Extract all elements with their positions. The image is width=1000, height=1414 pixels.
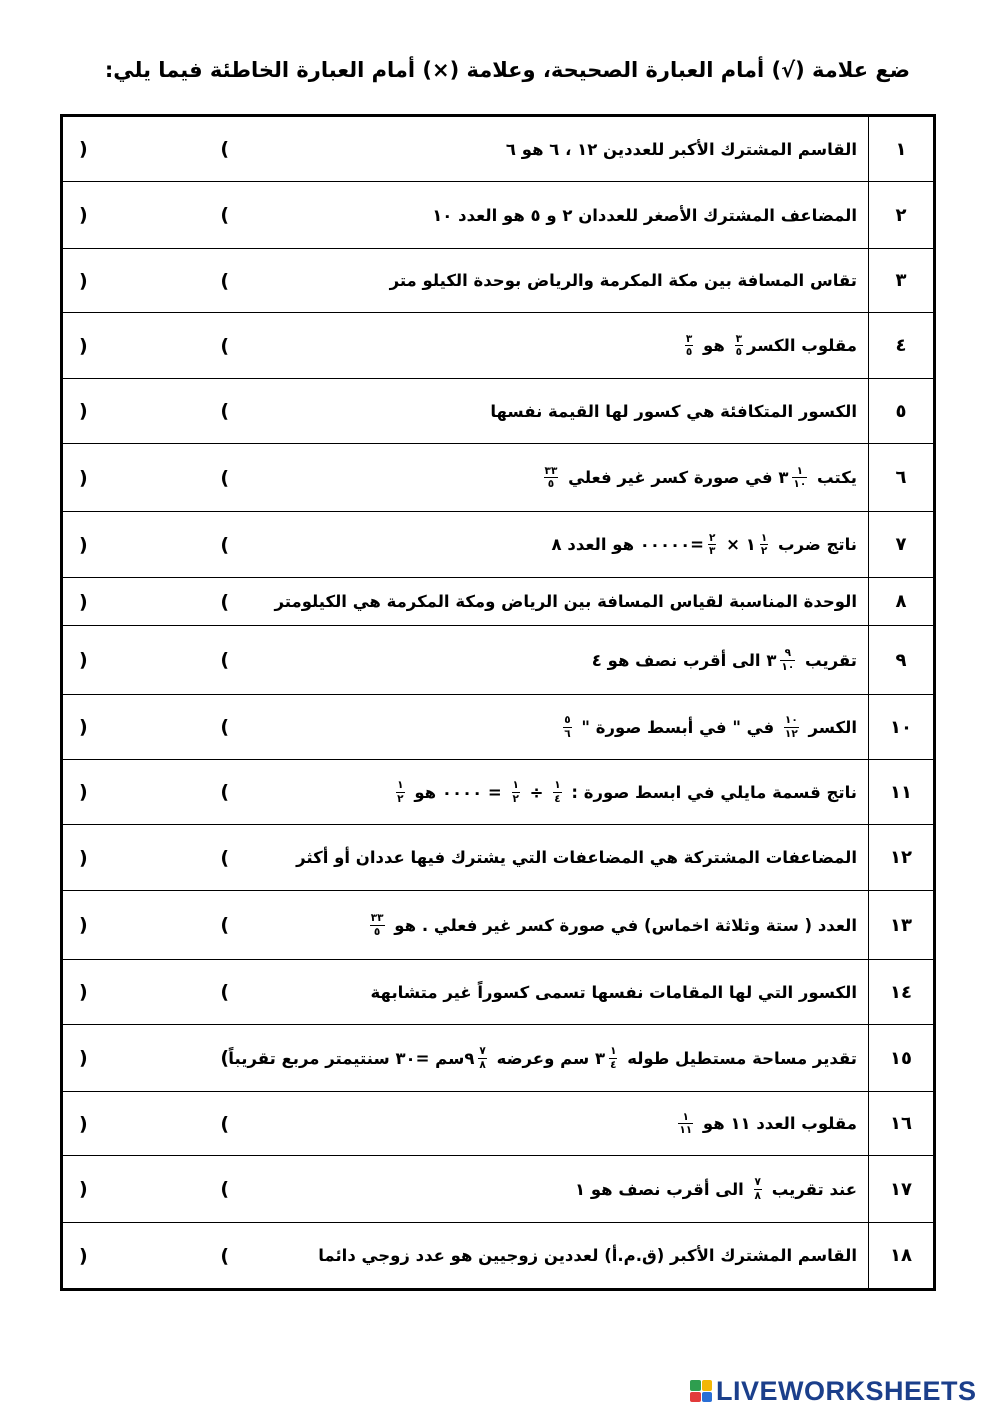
statement-segment: ناتج ضرب: [772, 535, 857, 554]
answer-paren-close: ): [79, 533, 88, 556]
statement-segment: الكسور المتكافئة هي كسور لها القيمة نفسها: [490, 401, 857, 421]
statement-segment: الى أقرب نصف هو ١: [575, 1179, 750, 1199]
answer-box[interactable]: [79, 578, 229, 625]
table-row: [63, 249, 933, 313]
fraction-denominator: ٤: [554, 792, 561, 805]
statement-segment: ١ ×: [720, 535, 756, 554]
statement-text: [237, 760, 857, 824]
answer-paren-close: ): [79, 466, 88, 489]
statement-segment: مقلوب العدد ١١ هو: [697, 1114, 857, 1133]
answer-paren-close: ): [79, 716, 88, 738]
answer-paren-close: ): [79, 914, 88, 936]
fraction-numerator: ٩: [784, 647, 792, 659]
answer-box[interactable]: [79, 249, 229, 312]
answer-paren-open: (: [220, 981, 229, 1003]
answer-paren-close: ): [79, 649, 88, 671]
fraction-numerator: ١: [760, 531, 768, 544]
answer-box[interactable]: [79, 313, 229, 378]
statement-text: [237, 379, 857, 443]
table-row: [63, 760, 933, 825]
fraction-denominator: ١٢: [784, 727, 798, 740]
answer-paren-close: ): [79, 1112, 88, 1135]
statement-segment: = ٠٠٠٠ هو: [408, 782, 508, 802]
answer-paren-open: (: [220, 781, 229, 803]
fraction-numerator: ٧: [479, 1045, 486, 1057]
fraction-numerator: ١: [554, 779, 561, 791]
fraction-numerator: ١٠: [784, 714, 798, 726]
statement-text: [237, 960, 857, 1024]
answer-paren-close: ): [79, 846, 88, 869]
logo-square: [702, 1380, 713, 1391]
fraction-denominator: ١٠: [793, 478, 807, 490]
table-row: [63, 960, 933, 1025]
table-row: [63, 313, 933, 379]
answer-box[interactable]: [79, 1223, 229, 1288]
statement-text: [237, 578, 857, 625]
answer-paren-close: ): [79, 1178, 88, 1200]
fraction: [678, 1112, 693, 1136]
answer-paren-open: (: [220, 334, 229, 357]
answer-paren-open: (: [220, 204, 229, 226]
row-number: ١٥: [868, 1025, 933, 1091]
fraction-denominator: ٢: [512, 792, 519, 805]
liveworksheets-logo[interactable]: [690, 1375, 977, 1407]
answer-box[interactable]: [79, 117, 229, 181]
row-number: ١٠: [868, 695, 933, 759]
answer-paren-close: ): [79, 590, 88, 613]
logo-square: [690, 1380, 701, 1391]
fraction: [370, 913, 385, 937]
row-number: ٢: [868, 182, 933, 248]
answer-paren-open: (: [220, 846, 229, 869]
fraction-denominator: ٥: [735, 346, 742, 358]
logo-square: [702, 1392, 713, 1403]
answer-paren-open: (: [220, 1112, 229, 1135]
fraction-numerator: ٥: [564, 714, 571, 726]
fraction: [760, 533, 768, 557]
statement-segment: الوحدة المناسبة لقياس المسافة بين الرياض ومكة المكرمة هي الكيلومتر: [274, 592, 857, 611]
statement-segment: هو: [697, 336, 731, 355]
fraction: [792, 466, 807, 490]
row-number: ١١: [868, 760, 933, 824]
statement-text: [228, 1025, 857, 1091]
answer-paren-open: (: [220, 590, 229, 613]
statement-segment: يكتب: [811, 468, 857, 487]
answer-paren-open: (: [220, 1178, 229, 1200]
fraction: [780, 648, 795, 672]
answer-paren-open: (: [220, 533, 229, 556]
statement-segment: العدد ( ستة وثلاثة اخماس) في صورة كسر غير فعلي . هو: [388, 915, 857, 935]
statement-segment: القاسم المشترك الأكبر (ق.م.أ) لعددين زوجيين هو عدد زوجي دائما: [318, 1246, 857, 1265]
answer-paren-open: (: [220, 269, 229, 292]
statement-text: [237, 313, 857, 378]
statement-segment: ÷: [523, 782, 550, 802]
answer-paren-open: (: [220, 1047, 229, 1069]
statement-segment: ناتج قسمة مايلي في ابسط صورة :: [565, 782, 857, 802]
statement-text: [237, 182, 857, 248]
fraction: [544, 466, 559, 490]
statement-segment: الكسور التي لها المقامات نفسها تسمى كسوراً غير متشابهة: [370, 982, 857, 1002]
statement-text: [237, 249, 857, 312]
answer-paren-close: ): [79, 1047, 88, 1069]
fraction-denominator: ٢: [760, 545, 768, 557]
statement-segment: =٠٠٠٠٠ هو العدد ٨: [551, 535, 704, 554]
row-number: ١٦: [868, 1092, 933, 1155]
statement-segment: في " في أبسط صورة ": [575, 717, 780, 737]
answer-paren-close: ): [79, 269, 88, 292]
fraction: [708, 533, 716, 557]
row-number: ٣: [868, 249, 933, 312]
fraction-denominator: ٢: [397, 792, 404, 805]
answer-box[interactable]: [79, 444, 229, 511]
answer-box[interactable]: [79, 760, 229, 824]
answer-box[interactable]: [79, 182, 229, 248]
table-row: [63, 512, 933, 578]
statement-segment: المضاعف المشترك الأصغر للعددان ٢ و ٥ هو العدد ١٠: [432, 205, 857, 225]
answer-paren-close: ): [79, 204, 88, 226]
answer-box[interactable]: [79, 960, 229, 1024]
fraction-numerator: ١: [682, 1110, 689, 1123]
statement-segment: تقاس المسافة بين مكة المكرمة والرياض بوحدة الكيلو متر: [389, 271, 857, 290]
fraction-numerator: ٣: [685, 332, 693, 345]
table-row: [63, 1092, 933, 1156]
table-row: [63, 891, 933, 960]
statement-segment: المضاعفات المشتركة هي المضاعفات التي يشترك فيها عددان أو أكثر: [296, 848, 857, 867]
fraction: [478, 1046, 486, 1070]
table-row: [63, 117, 933, 182]
fraction-denominator: ٥: [373, 925, 381, 938]
table-row: [63, 695, 933, 760]
answer-paren-close: ): [79, 334, 88, 357]
answer-paren-close: ): [79, 781, 88, 803]
row-number: ١٨: [868, 1223, 933, 1288]
table-row: [63, 1156, 933, 1223]
answer-paren-open: (: [220, 716, 229, 738]
table-row: [63, 825, 933, 891]
row-number: ١٣: [868, 891, 933, 959]
fraction-numerator: ١: [610, 1045, 617, 1057]
answer-box[interactable]: [79, 825, 229, 890]
answer-paren-open: (: [220, 400, 229, 422]
fraction-denominator: ١١: [679, 1124, 693, 1136]
answer-box[interactable]: [79, 1092, 229, 1155]
table-row: [63, 182, 933, 249]
fraction: [685, 334, 693, 358]
instruction-heading: ضع علامة (√) أمام العبارة الصحيحة، وعلامة (×) أمام العبارة الخاطئة فيما يلي:: [104, 58, 910, 82]
fraction-denominator: ٣: [708, 545, 716, 557]
statement-text: [237, 626, 857, 694]
statement-text: [237, 891, 857, 959]
statement-segment: ٣ سم وعرضه: [490, 1048, 606, 1068]
row-number: ١٤: [868, 960, 933, 1024]
row-number: ١٢: [868, 825, 933, 890]
statement-segment: القاسم المشترك الأكبر للعددين ١٢ ، ٦ هو ٦: [505, 139, 857, 159]
answer-paren-open: (: [220, 649, 229, 671]
statement-text: [237, 1092, 857, 1155]
fraction: [754, 1177, 762, 1201]
answer-paren-close: ): [79, 981, 88, 1003]
statement-segment: الكسر: [802, 717, 857, 737]
answer-box[interactable]: [79, 512, 229, 577]
answer-paren-open: (: [220, 466, 229, 489]
table-row: [63, 578, 933, 626]
statement-segment: ٣ الى أقرب نصف هو ٤: [591, 650, 777, 670]
statement-text: [237, 825, 857, 890]
statement-segment: عند تقريب: [765, 1179, 857, 1199]
fraction-numerator: ١: [397, 779, 404, 791]
logo-text: LIVEWORKSHEETS: [716, 1375, 977, 1406]
fraction-numerator: ٣٣: [370, 912, 384, 924]
statement-segment: تقدير مساحة مستطيل طوله: [621, 1048, 857, 1068]
statement-text: [237, 117, 857, 181]
answer-box[interactable]: [79, 379, 229, 443]
row-number: ٧: [868, 512, 933, 577]
fraction-numerator: ١: [796, 464, 804, 477]
statement-text: [237, 695, 857, 759]
true-false-table: [60, 114, 936, 1291]
fraction-numerator: ٧: [754, 1176, 761, 1188]
statement-text: [237, 444, 857, 511]
statement-text: [237, 1156, 857, 1222]
fraction-denominator: ٨: [479, 1058, 486, 1071]
row-number: ٤: [868, 313, 933, 378]
row-number: ٨: [868, 578, 933, 625]
answer-box[interactable]: [79, 695, 229, 759]
statement-text: [237, 512, 857, 577]
table-row: [63, 379, 933, 444]
row-number: ٩: [868, 626, 933, 694]
answer-paren-close: ): [79, 138, 88, 160]
row-number: ١: [868, 117, 933, 181]
fraction-denominator: ١٠: [781, 660, 795, 673]
logo-square: [690, 1392, 701, 1403]
logo-squares-icon: [690, 1380, 712, 1402]
answer-box[interactable]: [79, 891, 229, 959]
fraction: [784, 715, 799, 739]
fraction-numerator: ١: [512, 779, 519, 791]
fraction: [609, 1046, 617, 1070]
statement-segment: ٣ في صورة كسر غير فعلي: [562, 468, 789, 487]
fraction: [396, 780, 404, 804]
fraction: [735, 334, 743, 358]
fraction-numerator: ٢: [708, 531, 716, 544]
table-row: [63, 1223, 933, 1288]
fraction: [563, 715, 571, 739]
fraction-denominator: ٦: [564, 727, 571, 740]
answer-paren-open: (: [220, 138, 229, 160]
statement-segment: ٩سم =٣٠ سنتيمتر مربع تقريباً: [228, 1048, 475, 1068]
answer-paren-open: (: [220, 1244, 229, 1267]
statement-text: [237, 1223, 857, 1288]
fraction-denominator: ٥: [547, 478, 555, 490]
statement-segment: مقلوب الكسر: [747, 336, 857, 355]
fraction-denominator: ٨: [754, 1189, 761, 1202]
table-row: [63, 1025, 933, 1092]
table-row: [63, 444, 933, 512]
fraction-denominator: ٤: [610, 1058, 617, 1071]
answer-paren-close: ): [79, 1244, 88, 1267]
row-number: ٥: [868, 379, 933, 443]
fraction: [553, 780, 561, 804]
row-number: ٦: [868, 444, 933, 511]
fraction-numerator: ٣: [735, 332, 742, 345]
answer-box[interactable]: [79, 626, 229, 694]
fraction-numerator: ٣٣: [544, 464, 558, 477]
answer-paren-open: (: [220, 914, 229, 936]
statement-segment: تقريب: [799, 650, 857, 670]
fraction: [512, 780, 520, 804]
answer-box[interactable]: [79, 1156, 229, 1222]
answer-box[interactable]: [79, 1025, 229, 1091]
fraction-denominator: ٥: [685, 346, 693, 358]
answer-paren-close: ): [79, 400, 88, 422]
row-number: ١٧: [868, 1156, 933, 1222]
table-row: [63, 626, 933, 695]
